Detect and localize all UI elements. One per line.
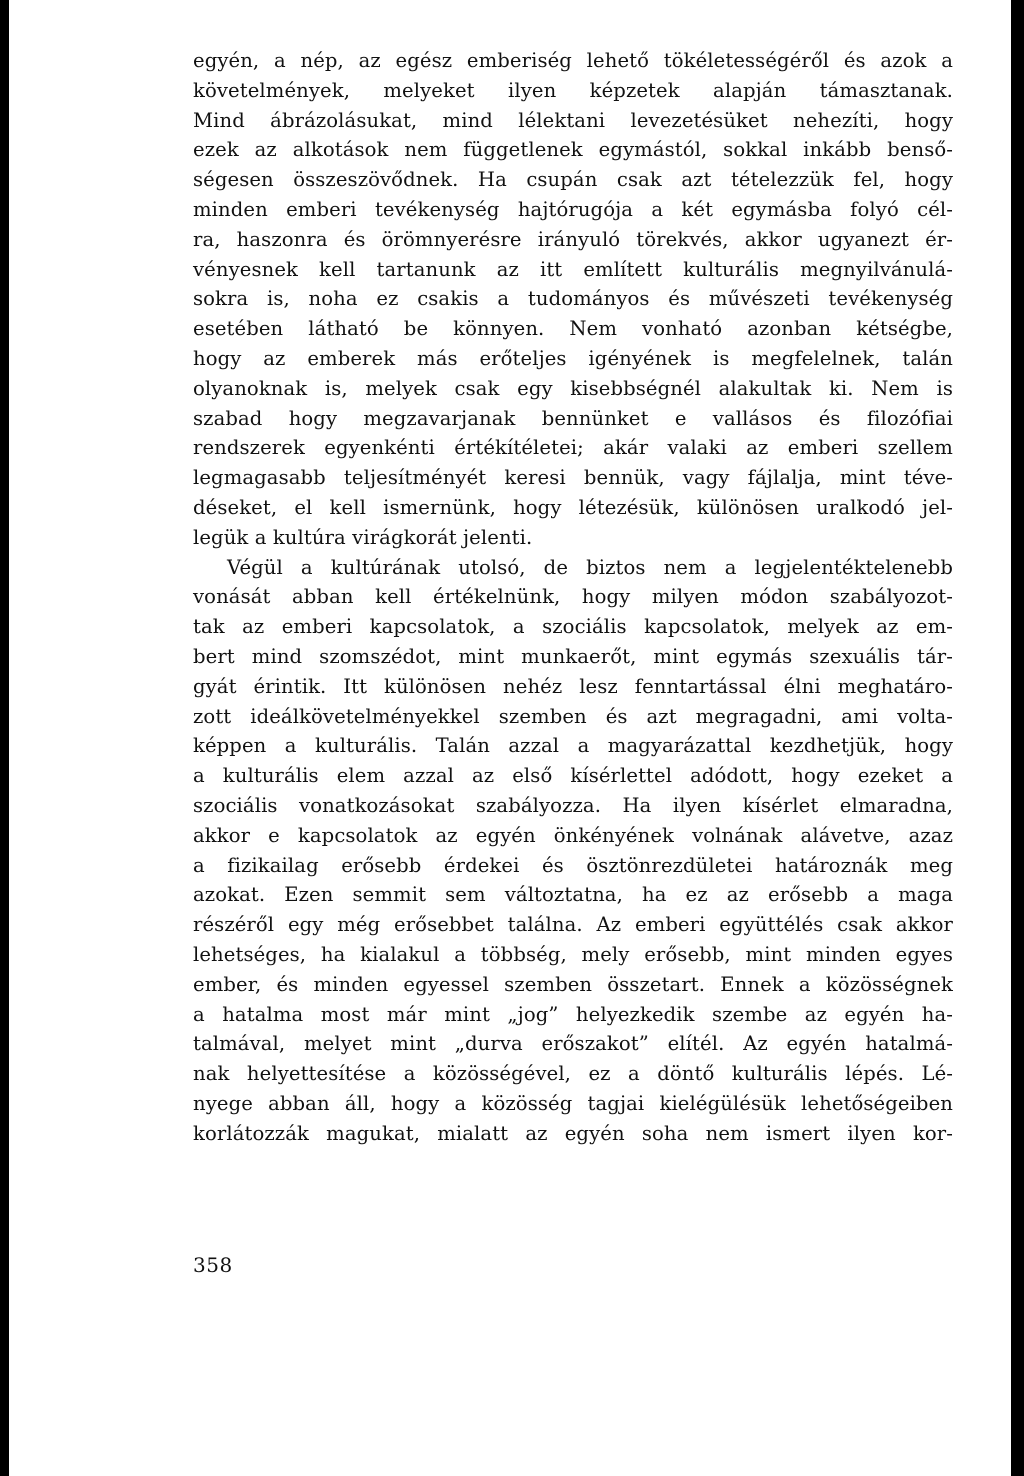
text-line: rendszerek egyenkénti értékítéletei; akár valaki az emberi szellem bbox=[193, 436, 953, 460]
text-line: gyát érintik. Itt különösen nehéz lesz fenntartással élni meghatáro- bbox=[193, 674, 953, 698]
text-line: esetében látható be könnyen. Nem vonható azonban kétségbe, bbox=[193, 317, 953, 341]
text-line: lehetséges, ha kialakul a többség, mely erősebb, mint minden egyes bbox=[193, 942, 953, 966]
scan-border-right bbox=[1011, 0, 1024, 1476]
text-line: tak az emberi kapcsolatok, a szociális kapcsolatok, melyek az em- bbox=[193, 615, 953, 639]
text-line: ezek az alkotások nem függetlenek egymástól, sokkal inkább benső- bbox=[193, 138, 953, 162]
text-line: azokat. Ezen semmit sem változtatna, ha ez az erősebb a maga bbox=[193, 883, 953, 907]
text-line: talmával, melyet mint „durva erőszakot” elítél. Az egyén hatalmá- bbox=[193, 1032, 953, 1056]
page-number: 358 bbox=[193, 1253, 233, 1277]
text-line: bert mind szomszédot, mint munkaerőt, mint egymás szexuális tár- bbox=[193, 644, 953, 668]
text-line: képpen a kulturális. Talán azzal a magyarázattal kezdhetjük, hogy bbox=[193, 734, 953, 758]
text-line: olyanoknak is, melyek csak egy kisebbségnél alakultak ki. Nem is bbox=[193, 376, 953, 400]
text-line: Mind ábrázolásukat, mind lélektani levezetésüket nehezíti, hogy bbox=[193, 108, 953, 132]
text-line: akkor e kapcsolatok az egyén önkényének volnának alávetve, azaz bbox=[193, 823, 953, 847]
scan-border-left bbox=[0, 0, 9, 1476]
text-line: egyén, a nép, az egész emberiség lehető tökéletességéről és azok a bbox=[193, 49, 953, 72]
text-line: követelmények, melyeket ilyen képzetek alapján támasztanak. bbox=[193, 78, 953, 102]
text-line: déseket, el kell ismernünk, hogy létezésük, különösen uralkodó jel- bbox=[193, 495, 953, 519]
body-text bbox=[193, 46, 953, 1148]
text-line: a hatalma most már mint „jog” helyezkedik szembe az egyén ha- bbox=[193, 1002, 953, 1026]
paragraph-start-line: Végül a kultúrának utolsó, de biztos nem a legjelentéktelenebb bbox=[227, 555, 953, 579]
text-line: zott ideálkövetelményekkel szemben és azt megragadni, ami volta- bbox=[193, 704, 953, 728]
text-line: vonását abban kell értékelnünk, hogy milyen módon szabályozot- bbox=[193, 585, 953, 609]
text-line: ra, haszonra és örömnyerésre irányuló törekvés, akkor ugyanezt ér- bbox=[193, 227, 953, 251]
text-line: nak helyettesítése a közösségével, ez a döntő kulturális lépés. Lé- bbox=[193, 1062, 953, 1086]
text-line: hogy az emberek más erőteljes igényének is megfelelnek, talán bbox=[193, 346, 953, 370]
text-line: a fizikailag erősebb érdekei és ösztönrezdületei határoznák meg bbox=[193, 853, 953, 877]
text-line: korlátozzák magukat, mialatt az egyén soha nem ismert ilyen kor- bbox=[193, 1121, 953, 1145]
text-line: a kulturális elem azzal az első kísérlettel adódott, hogy ezeket a bbox=[193, 764, 953, 788]
text-line: ember, és minden egyessel szemben összetart. Ennek a közösségnek bbox=[193, 972, 953, 996]
text-line: minden emberi tevékenység hajtórugója a két egymásba folyó cél- bbox=[193, 197, 953, 221]
text-line: ségesen összeszövődnek. Ha csupán csak azt tételezzük fel, hogy bbox=[193, 168, 953, 192]
text-line: legmagasabb teljesítményét keresi bennük, vagy fájlalja, mint téve- bbox=[193, 466, 953, 490]
text-line: vényesnek kell tartanunk az itt említett kulturális megnyilvánulá- bbox=[193, 257, 953, 281]
paragraph-end-line: legük a kultúra virágkorát jelenti. bbox=[193, 525, 533, 549]
text-line: nyege abban áll, hogy a közösség tagjai kielégülésük lehetőségeiben bbox=[193, 1091, 953, 1115]
text-line: szociális vonatkozásokat szabályozza. Ha ilyen kísérlet elmaradna, bbox=[193, 793, 953, 817]
text-line: sokra is, noha ez csakis a tudományos és művészeti tevékenység bbox=[193, 287, 953, 311]
text-line: részéről egy még erősebbet találna. Az emberi együttélés csak akkor bbox=[193, 913, 953, 937]
text-line: szabad hogy megzavarjanak bennünket e vallásos és filozófiai bbox=[193, 406, 953, 430]
